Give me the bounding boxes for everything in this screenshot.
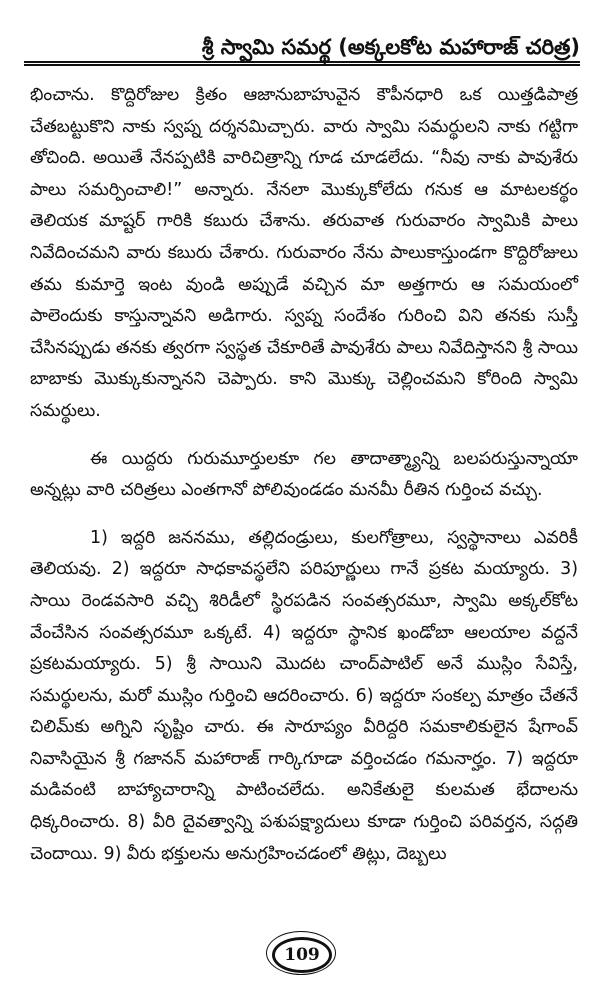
- paragraph-2: ఈ యిద్దరు గురుమూర్తులకూ గల తాదాత్మ్యాన్ని బలపరుస్తున్నాయా అన్నట్లు వారి చరిత్రలు ఎంతగానో పోలివుండడం మనమీ రీతిన గుర్తించ వచ్చు.: [30, 448, 578, 501]
- paragraph-3: 1) ఇద్దరి జననము, తల్లిదండ్రులు, కులగోత్రాలు, స్వస్థానాలు ఎవరికీ తెలియవు. 2) ఇద్దరూ సాధకావస్థలేని పరిపూర్ణులు గానే ప్రకట మయ్యారు. 3) సాయి రెండవసారి వచ్చి శిరిడీలో స్థిరపడిన సంవత్సరమూ, స్వామి అక్కల్‌కోట వేంచేసిన సంవత్సరమూ ఒక్కటే. 4) ఇద్దరూ స్థానిక ఖండోబా ఆలయాల వద్దనే ప్రకటమయ్యారు. 5) శ్రీ సాయిని మొదట చాంద్‌పాటిల్ అనే ముస్లిం సేవిస్తే, సమర్థులను, మరో ముస్లిం గుర్తించి ఆదరించారు. 6) ఇద్దరూ సంకల్ప మాత్రం చేతనే చిలిమ్‌కు అగ్నిని సృష్టిం చారు. ఈ సారూప్యం వీరిద్దరి సమకాలికులైన షేగాంవ్ నివాసియైన శ్రీ గజానన్ మహారాజ్ గార్కిగూడా వర్తించడం గమనార్హం. 7) ఇద్దరూ మడివంటి బాహ్యాచారాన్ని పాటించలేదు. అనికేతులై కులమత భేదాలను ధిక్కరించారు. 8) వీరి దైవత్వాన్ని పశుపక్ష్యాదులు కూడా గుర్తించి పరివర్తన, సద్గతి చెందాయి. 9) వీరు భక్తులను అనుగ్రహించడంలో తిట్లు, దెబ్బలు: [30, 527, 578, 864]
- page-number: 109: [272, 937, 332, 973]
- page-body: [30, 80, 578, 870]
- running-header: [24, 34, 580, 66]
- header-title: శ్రీ స్వామి సమర్థ (అక్కలకోట మహారాజ్ చరిత్ర): [201, 35, 580, 59]
- header-rule: [24, 61, 580, 66]
- paragraph-1: భించాను. కొద్దిరోజుల క్రితం ఆజానుబాహువైన కౌపీనధారి ఒక యిత్తడిపాత్ర చేతబట్టుకొని నాకు స్వప్న దర్శనమిచ్చారు. వారు స్వామి సమర్థులని నాకు గట్టిగా తోచింది. అయితే నేనప్పటికి వారిచిత్రాన్ని గూడ చూడలేదు. “నీవు నాకు పావుశేరు పాలు సమర్పించాలి!” అన్నారు. నేనలా మొక్కుకోలేదు గనుక ఆ మాటలకర్థం తెలియక మాష్టర్ గారికి కబురు చేశాను. తరువాత గురువారం స్వామికి పాలు నివేదించమని వారు కబురు చేశారు. గురువారం నేను పాలుకాస్తుండగా కొద్దిరోజులు తమ కుమార్తె ఇంట వుండి అప్పుడే వచ్చిన మా అత్తగారు ఆ సమయంలో పాలెందుకు కాస్తున్నావని అడిగారు. స్వప్న సందేశం గురించి విని తనకు సుస్తీ చేసినప్పుడు తనకు త్వరగా స్వస్థత చేకూరితే పావుశేరు పాలు నివేదిస్తానని శ్రీ సాయి బాబాకు మొక్కుకున్నానని చెప్పారు. కాని మొక్కు చెల్లించమని కోరింది స్వామి సమర్థులు.: [30, 85, 578, 421]
